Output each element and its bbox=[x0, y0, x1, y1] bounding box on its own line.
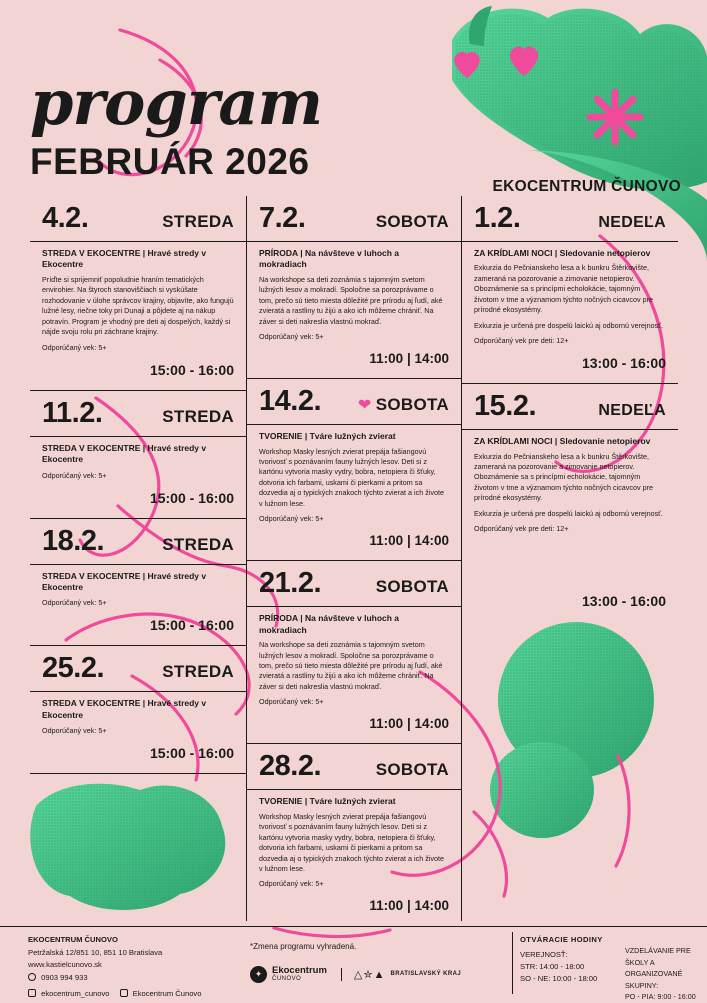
day-header bbox=[30, 646, 246, 687]
column-wednesdays bbox=[30, 196, 246, 921]
footer bbox=[0, 926, 707, 1000]
event-block bbox=[247, 790, 461, 896]
leaf-icon: ✦ bbox=[250, 966, 267, 983]
event-time: 11:00 | 14:00 bbox=[369, 716, 449, 732]
poster-title-block bbox=[30, 66, 323, 183]
day-name: STREDA bbox=[162, 534, 234, 554]
event-category: TVORENIE bbox=[259, 796, 303, 807]
footer-socials bbox=[28, 988, 201, 1001]
day-header bbox=[30, 519, 246, 560]
event-recommendation: Odporúčaný vek: 5+ bbox=[259, 879, 324, 889]
day-number: 28.2. bbox=[259, 750, 321, 783]
footer-phone: 0903 994 933 bbox=[41, 972, 88, 982]
footer-hours-schools bbox=[625, 934, 707, 1003]
logo-bsk-label: BRATISLAVSKÝ KRAJ bbox=[390, 971, 462, 978]
venue-name: EKOCENTRUM ČUNOVO bbox=[492, 178, 681, 195]
event-name: Na návšteve v luhoch a mokradiach bbox=[259, 248, 400, 270]
facebook-handle: Ekocentrum Čunovo bbox=[132, 989, 202, 999]
day-header bbox=[247, 744, 461, 785]
event-block bbox=[247, 242, 461, 349]
day-name: NEDEĽA bbox=[598, 402, 666, 420]
day-header bbox=[462, 196, 678, 237]
footer-contact bbox=[28, 934, 201, 1001]
day-header bbox=[247, 379, 461, 420]
event-description bbox=[259, 812, 449, 875]
event-block bbox=[247, 607, 461, 714]
event-name: Sledovanie netopierov bbox=[559, 248, 651, 258]
footer-hours bbox=[520, 934, 603, 986]
program-entry bbox=[30, 391, 246, 519]
event-category: STREDA V EKOCENTRE bbox=[42, 248, 141, 258]
day-name: STREDA bbox=[162, 406, 234, 426]
logo-ekocentrum bbox=[250, 966, 327, 983]
event-time: 11:00 | 14:00 bbox=[369, 898, 449, 914]
program-entry bbox=[30, 646, 246, 774]
hours-title: OTVÁRACIE HODINY bbox=[520, 935, 603, 944]
logo-ekocentrum-label: Ekocentrum bbox=[272, 965, 327, 977]
facebook-icon bbox=[120, 989, 128, 997]
event-block bbox=[462, 242, 678, 353]
event-block bbox=[30, 437, 246, 488]
footer-note: *Zmena programu vyhradená. bbox=[250, 942, 357, 951]
divider bbox=[30, 773, 246, 774]
event-title: STREDA V EKOCENTRE | Hravé stredy v Ekocentre bbox=[42, 570, 207, 592]
event-category: ZA KRÍDLAMI NOCI bbox=[474, 436, 553, 447]
day-header bbox=[247, 561, 461, 602]
event-title: PRÍRODA | Na návšteve v luhoch a mokradiach bbox=[259, 613, 400, 635]
event-recommendation: Odporúčaný vek: 5+ bbox=[259, 697, 324, 707]
instagram-handle: ekocentrum_cunovo bbox=[41, 989, 110, 999]
phone-icon bbox=[28, 973, 36, 981]
event-category: ZA KRÍDLAMI NOCI bbox=[474, 248, 553, 258]
footer-logos bbox=[250, 966, 461, 983]
day-number: 25.2. bbox=[42, 652, 104, 685]
event-paragraph: Exkurzia je určená pre dospelú laickú aj odbornú verejnosť. bbox=[474, 508, 663, 518]
day-number: 1.2. bbox=[474, 202, 521, 234]
event-recommendation: Odporúčaný vek: 5+ bbox=[42, 598, 107, 608]
event-category: STREDA V EKOCENTRE bbox=[42, 698, 141, 709]
hours-public-weekend: SO - NE: 10:00 - 18:00 bbox=[520, 974, 598, 984]
program-entry bbox=[247, 196, 461, 379]
event-paragraph: Exkurzia do Pečnianskeho lesa a k bunkru Štěrkovište, zameraná na pozorovanie a zimovanie netopierov. Oboznámenie sa s princípmi echolokácie, tajomným životom v tme a významom týchto nočných cicavcov pre prírodné ekosystémy. bbox=[474, 451, 653, 503]
hours-schools-label: VZDELÁVANIE PRE ŠKOLY A ORGANIZOVANÉ SKUPINY: bbox=[625, 946, 691, 990]
event-name: Sledovanie netopierov bbox=[559, 436, 651, 447]
event-name: Hravé stredy v Ekocentre bbox=[42, 570, 207, 592]
logo-ekocentrum-sub: ČUNOVO bbox=[272, 976, 302, 983]
bsk-symbols-icon: △✮▲ bbox=[353, 969, 386, 981]
day-name: SOBOTA bbox=[375, 212, 449, 231]
event-description bbox=[474, 452, 666, 520]
day-name: SOBOTA bbox=[375, 577, 449, 597]
event-category: PRÍRODA bbox=[259, 613, 298, 624]
event-title: STREDA V EKOCENTRE | Hravé stredy v Ekocentre bbox=[42, 248, 207, 270]
event-description bbox=[474, 263, 666, 331]
event-title: PRÍRODA | Na návšteve v luhoch a mokradiach bbox=[259, 248, 400, 270]
event-description bbox=[259, 275, 449, 327]
event-time: 11:00 | 14:00 bbox=[369, 351, 449, 367]
event-recommendation: Odporúčaný vek: 5+ bbox=[42, 342, 107, 352]
event-name: Tváre lužných zvierat bbox=[309, 796, 396, 807]
event-name: Hravé stredy v Ekocentre bbox=[42, 248, 207, 270]
event-recommendation: Odporúčaný vek: 5+ bbox=[259, 332, 324, 342]
instagram-icon bbox=[28, 989, 36, 997]
footer-address: Petržalská 12/851 10, 851 10 Bratislava bbox=[28, 947, 163, 957]
event-name: Na návšteve v luhoch a mokradiach bbox=[259, 613, 400, 635]
event-paragraph: Na workshope sa deti zoznámia s tajomným svetom lužných lesov a mokradí. Spoločne sa porozprávame o tom, prečo sú tieto miesta dôležité pre prírodu aj ľudí, aké zvieratá a rastliny tu žijú a ako ich môžeme chrániť. Na záver si deti nakreslia vlastnú mokraď. bbox=[259, 274, 443, 326]
event-title: ZA KRÍDLAMI NOCI | Sledovanie netopierov bbox=[474, 436, 651, 447]
event-recommendation: Odporúčaný vek: 5+ bbox=[42, 726, 107, 736]
program-entry bbox=[462, 384, 678, 617]
event-block bbox=[462, 430, 678, 541]
event-paragraph: Workshop Masky lesných zvierat prepája fašiangovú tvorivosť s poznávaním fauny lužných lesov. Deti si z kartónu vytvoria masky vydry, bobra, netopiera či šťuky, dotvoria ich farbami, uskami či pierkami a pritom sa dozvedia aj o typických znakoch týchto zvierat a ich živote v lužnom lese. bbox=[259, 811, 444, 873]
event-description bbox=[259, 640, 449, 692]
program-entry bbox=[247, 561, 461, 744]
day-header bbox=[247, 196, 461, 237]
month-title: FEBRUÁR 2026 bbox=[30, 140, 310, 182]
day-number: 21.2. bbox=[259, 567, 321, 600]
event-paragraph: Príďte si sprijemniť popoludnie hraním tematických envirohier. Na štyroch stanoviščiach si vyskúšate rozhodovanie v úlohe správcov krajiny, objavíte, ako fungujú lužné lesy, riečne toky pri Dunaji a pôjdete aj na nákup potravín. Program je vhodný pre deti aj dospelých, každý si nájde svoju rolu pri záchrane krajiny. bbox=[42, 274, 234, 337]
day-name: SOBOTA bbox=[375, 760, 449, 780]
event-recommendation: Odporúčaný vek pre deti: 12+ bbox=[474, 336, 569, 346]
day-name: STREDA bbox=[162, 662, 234, 682]
page-title: program bbox=[30, 66, 323, 139]
day-name-group bbox=[354, 395, 449, 415]
event-name: Hravé stredy v Ekocentre bbox=[42, 698, 207, 720]
event-recommendation: Odporúčaný vek: 5+ bbox=[259, 514, 324, 524]
event-time: 13:00 - 16:00 bbox=[581, 593, 666, 610]
program-entry bbox=[30, 519, 246, 647]
day-number: 14.2. bbox=[259, 385, 321, 418]
event-category: STREDA V EKOCENTRE bbox=[42, 442, 141, 453]
event-time: 13:00 - 16:00 bbox=[581, 355, 666, 372]
footer-web-link[interactable]: www.kastielcunovo.sk bbox=[28, 960, 102, 970]
facebook-link[interactable] bbox=[120, 988, 202, 1001]
event-title: TVORENIE | Tváre lužných zvierat bbox=[259, 796, 396, 807]
event-title: TVORENIE | Tváre lužných zvierat bbox=[259, 431, 396, 442]
program-entry bbox=[30, 196, 246, 391]
event-time: 15:00 - 16:00 bbox=[149, 489, 234, 506]
event-time: 15:00 - 16:00 bbox=[149, 361, 234, 378]
event-paragraph: Exkurzia do Pečnianskeho lesa a k bunkru Štěrkovište, zameraná na pozorovanie a zimovanie netopierov. Oboznámenie sa s princípmi echolokácie, tajomným životom v tme a významom týchto nočných cicavcov pre prírodné ekosystémy. bbox=[474, 263, 653, 315]
program-entry bbox=[462, 196, 678, 384]
event-title: ZA KRÍDLAMI NOCI | Sledovanie netopierov bbox=[474, 248, 651, 258]
event-category: TVORENIE bbox=[259, 431, 303, 442]
column-sundays bbox=[462, 196, 678, 921]
column-saturdays bbox=[246, 196, 462, 921]
day-header bbox=[30, 196, 246, 237]
instagram-link[interactable] bbox=[28, 988, 110, 1001]
event-block bbox=[30, 242, 246, 360]
day-number: 11.2. bbox=[42, 396, 103, 429]
heart-icon: ❤ bbox=[357, 397, 372, 415]
day-number: 7.2. bbox=[259, 202, 306, 234]
event-title: STREDA V EKOCENTRE | Hravé stredy v Ekocentre bbox=[42, 442, 207, 465]
day-number: 4.2. bbox=[42, 202, 89, 234]
event-block bbox=[30, 565, 246, 616]
day-number: 18.2. bbox=[42, 524, 104, 557]
day-name: SOBOTA bbox=[375, 395, 449, 415]
logo-bratislavsky-kraj bbox=[341, 968, 461, 981]
event-name: Hravé stredy v Ekocentre bbox=[42, 442, 207, 465]
event-paragraph: Exkurzia je určená pre dospelú laickú aj odbornú verejnosť. bbox=[474, 320, 663, 330]
event-recommendation: Odporúčaný vek pre deti: 12+ bbox=[474, 524, 569, 534]
footer-org: EKOCENTRUM ČUNOVO bbox=[28, 935, 118, 944]
event-time: 11:00 | 14:00 bbox=[369, 533, 449, 549]
event-description bbox=[259, 447, 449, 510]
asterisk-icon bbox=[590, 92, 640, 142]
event-category: STREDA V EKOCENTRE bbox=[42, 570, 141, 581]
hours-public-label: VEREJNOSŤ: bbox=[520, 950, 568, 960]
day-name: STREDA bbox=[162, 212, 234, 231]
event-paragraph: Workshop Masky lesných zvierat prepája fašiangovú tvorivosť s poznávaním fauny lužných lesov. Deti si z kartónu vytvoria masky vydry, bobra, netopiera či šťuky, dotvoria ich farbami, uskami či pierkami a pritom sa dozvedia aj o typických znakoch týchto zvierat a ich živote v lužnom lese. bbox=[259, 446, 444, 508]
program-columns bbox=[30, 196, 678, 921]
event-description bbox=[42, 275, 234, 338]
program-entry bbox=[247, 379, 461, 561]
day-header bbox=[462, 384, 678, 425]
hours-schools-value: PO - PIA: 9:00 - 16:00 bbox=[625, 992, 696, 1002]
event-time: 15:00 - 16:00 bbox=[149, 745, 234, 762]
event-title: STREDA V EKOCENTRE | Hravé stredy v Ekocentre bbox=[42, 698, 207, 720]
day-header bbox=[30, 391, 246, 432]
hours-public-wed: STR: 14:00 - 18:00 bbox=[520, 962, 585, 972]
day-name: NEDEĽA bbox=[598, 214, 666, 231]
event-paragraph: Na workshope sa deti zoznámia s tajomným svetom lužných lesov a mokradí. Spoločne sa porozprávame o tom, prečo sú tieto miesta dôležité pre prírodu aj ľudí, aké zvieratá a rastliny tu žijú a ako ich môžeme chrániť. Na záver si deti nakreslia vlastnú mokraď. bbox=[259, 640, 443, 691]
footer-phone-row bbox=[28, 972, 201, 985]
event-category: PRÍRODA bbox=[259, 248, 298, 258]
day-number: 15.2. bbox=[474, 390, 536, 423]
event-recommendation: Odporúčaný vek: 5+ bbox=[42, 470, 107, 480]
event-name: Tváre lužných zvierat bbox=[309, 431, 396, 442]
event-block bbox=[30, 692, 246, 743]
event-time: 15:00 - 16:00 bbox=[149, 617, 234, 634]
program-entry bbox=[247, 744, 461, 921]
event-block bbox=[247, 425, 461, 531]
